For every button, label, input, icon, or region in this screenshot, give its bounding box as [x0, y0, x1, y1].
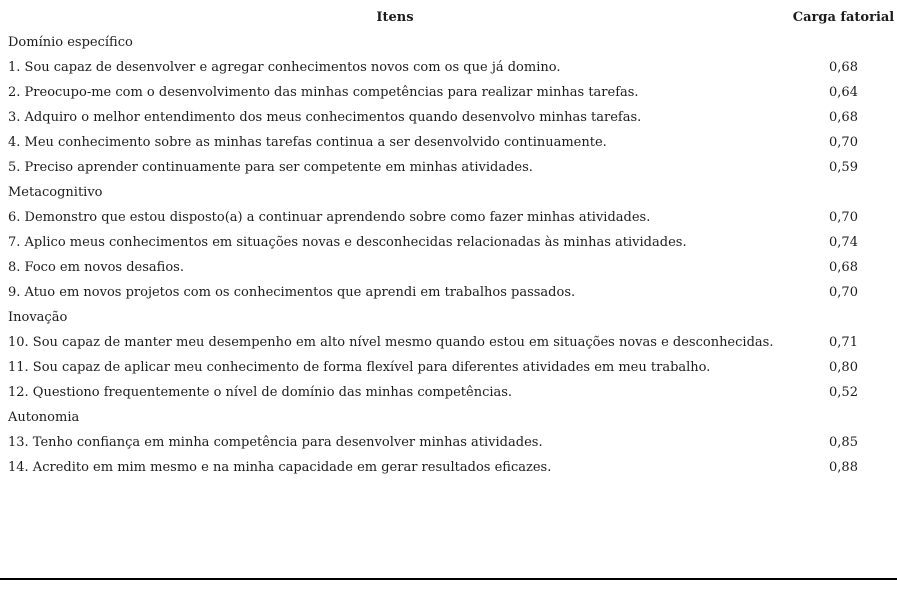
table-row: [0, 330, 897, 355]
factor-loading-table: [0, 5, 897, 480]
section-label: Domínio específico: [8, 35, 133, 50]
item-text: 1. Sou capaz de desenvolver e agregar conhecimentos novos com os que já domino.: [8, 60, 561, 75]
table-row: [0, 255, 897, 280]
item-text: 6. Demonstro que estou disposto(a) a continuar aprendendo sobre como fazer minhas atividades.: [8, 210, 651, 225]
factor-loading-value: 0,52: [829, 385, 858, 400]
table-row: [0, 55, 897, 80]
table-row: [0, 155, 897, 180]
factor-loading-value: 0,64: [829, 85, 858, 100]
item-text: 10. Sou capaz de manter meu desempenho em alto nível mesmo quando estou em situações novas e desconhecidas.: [8, 335, 774, 350]
factor-loading-column-header: Carga fatorial: [792, 10, 895, 25]
table-row: [0, 205, 897, 230]
section-row: [0, 30, 897, 55]
table-row: [0, 380, 897, 405]
table-bottom-border: [0, 578, 897, 580]
table-row: [0, 130, 897, 155]
table-row: [0, 455, 897, 480]
table-row: [0, 80, 897, 105]
item-text: 14. Acredito em mim mesmo e na minha capacidade em gerar resultados eficazes.: [8, 460, 552, 475]
item-text: 2. Preocupo-me com o desenvolvimento das minhas competências para realizar minhas tarefas.: [8, 85, 639, 100]
section-row: [0, 180, 897, 205]
table-row: [0, 355, 897, 380]
factor-loading-value: 0,80: [829, 360, 858, 375]
table-row: [0, 230, 897, 255]
factor-loading-value: 0,68: [829, 60, 858, 75]
section-label: Autonomia: [8, 410, 80, 425]
item-text: 11. Sou capaz de aplicar meu conhecimento de forma flexível para diferentes atividades em meu trabalho.: [8, 360, 711, 375]
item-text: 7. Aplico meus conhecimentos em situações novas e desconhecidas relacionadas às minhas atividades.: [8, 235, 687, 250]
item-text: 13. Tenho confiança em minha competência para desenvolver minhas atividades.: [8, 435, 543, 450]
item-text: 5. Preciso aprender continuamente para ser competente em minhas atividades.: [8, 160, 533, 175]
section-row: [0, 405, 897, 430]
section-label: Inovação: [8, 310, 68, 325]
table-row: [0, 280, 897, 305]
factor-loading-value: 0,59: [829, 160, 858, 175]
factor-loading-value: 0,85: [829, 435, 858, 450]
table-row: [0, 430, 897, 455]
factor-loading-value: 0,70: [829, 210, 858, 225]
table-body: [0, 30, 897, 480]
factor-loading-value: 0,70: [829, 135, 858, 150]
section-row: [0, 305, 897, 330]
factor-loading-value: 0,74: [829, 235, 858, 250]
item-text: 3. Adquiro o melhor entendimento dos meus conhecimentos quando desenvolvo minhas tarefas.: [8, 110, 642, 125]
table-header-row: [0, 5, 897, 30]
factor-loading-value: 0,68: [829, 260, 858, 275]
item-text: 4. Meu conhecimento sobre as minhas tarefas continua a ser desenvolvido continuamente.: [8, 135, 607, 150]
table-row: [0, 105, 897, 130]
factor-loading-value: 0,70: [829, 285, 858, 300]
factor-loading-value: 0,88: [829, 460, 858, 475]
items-column-header: Itens: [376, 10, 414, 25]
item-text: 12. Questiono frequentemente o nível de domínio das minhas competências.: [8, 385, 513, 400]
section-label: Metacognitivo: [8, 185, 103, 200]
item-text: 9. Atuo em novos projetos com os conhecimentos que aprendi em trabalhos passados.: [8, 285, 576, 300]
item-text: 8. Foco em novos desafios.: [8, 260, 184, 275]
factor-loading-value: 0,68: [829, 110, 858, 125]
factor-loading-value: 0,71: [829, 335, 858, 350]
